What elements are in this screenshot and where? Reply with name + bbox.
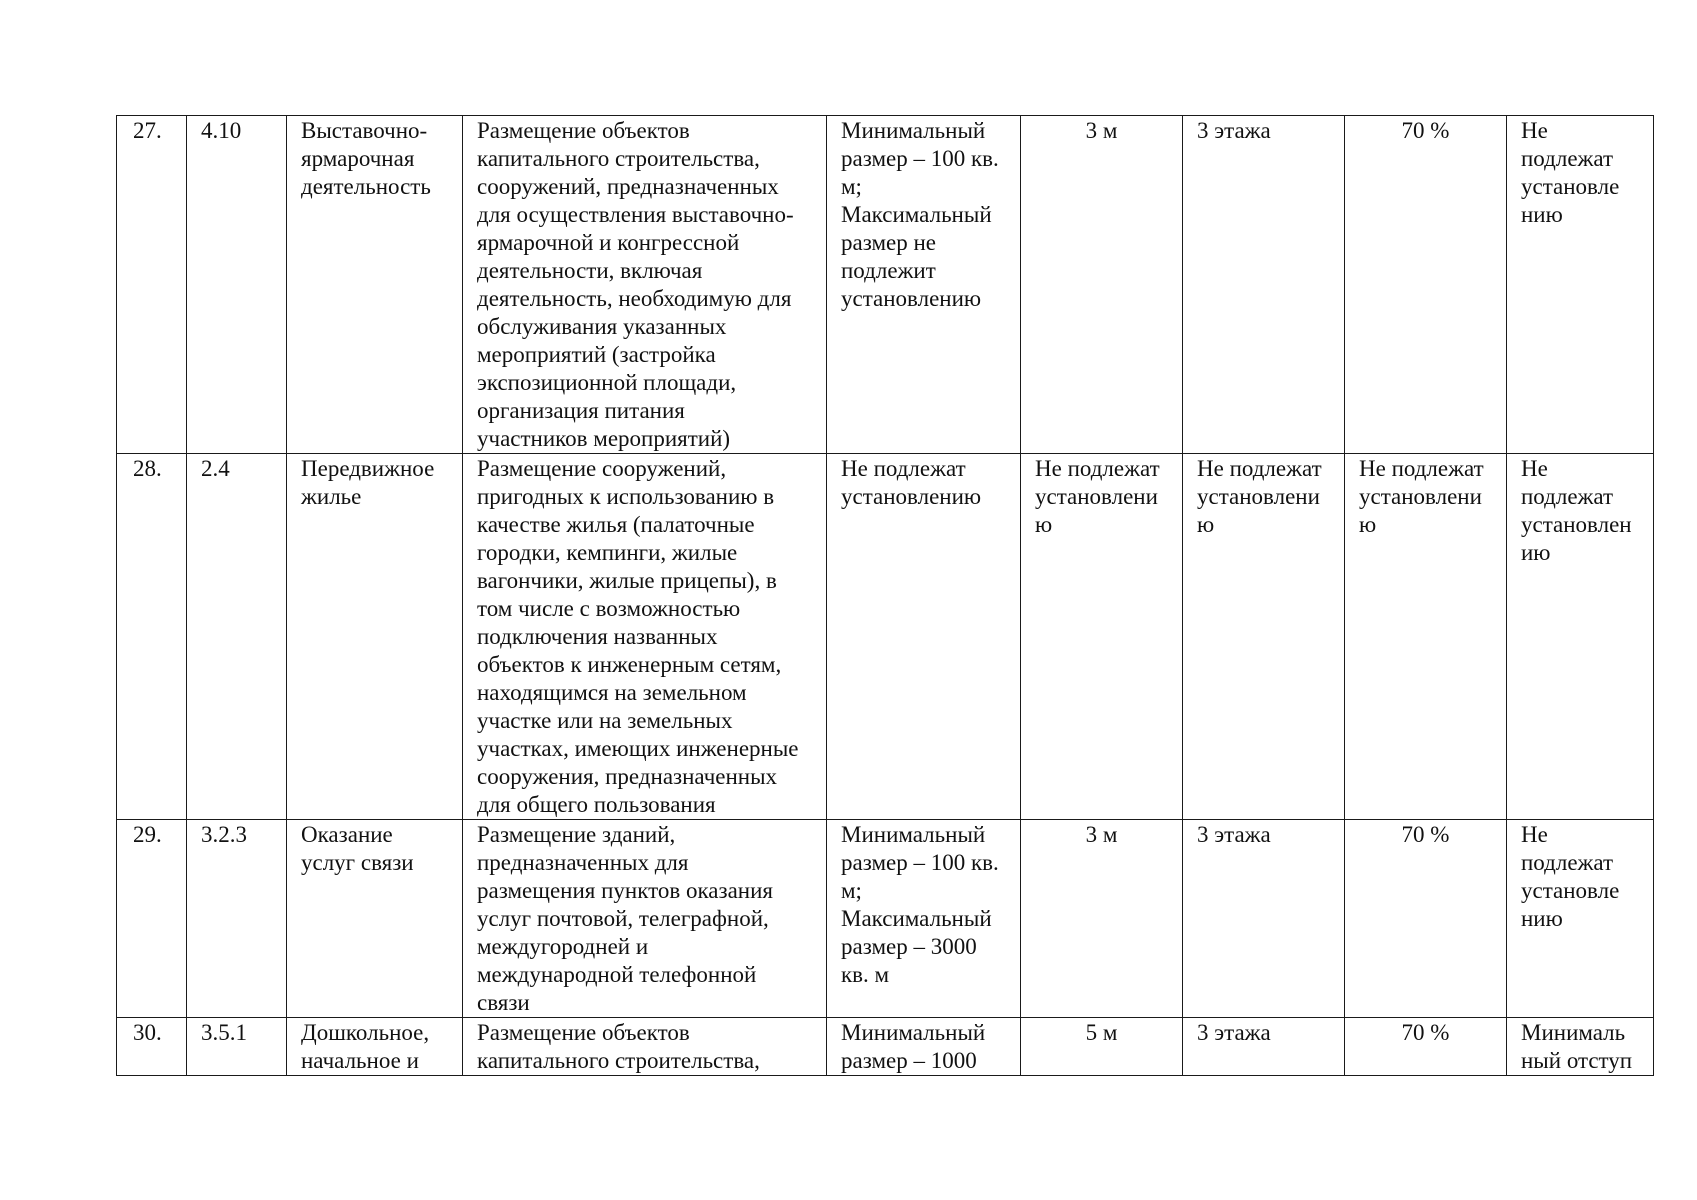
other-params-cell: Не подлежат установле нию — [1507, 820, 1654, 1018]
table-row — [117, 454, 1654, 820]
floors-cell: 3 этажа — [1183, 116, 1345, 454]
plot-size-cell: Минимальный размер – 1000 — [827, 1018, 1021, 1076]
row-number-cell: 27. — [117, 116, 187, 454]
use-name-cell: Дошкольное, начальное и — [287, 1018, 463, 1076]
setback-cell: 5 м — [1021, 1018, 1183, 1076]
use-code-cell: 4.10 — [187, 116, 287, 454]
row-number-cell: 28. — [117, 454, 187, 820]
setback-cell: 3 м — [1021, 820, 1183, 1018]
use-description-cell: Размещение зданий, предназначенных для размещения пунктов оказания услуг почтовой, телеграфной, междугородней и международной телефонной связи — [463, 820, 827, 1018]
coverage-cell: 70 % — [1345, 820, 1507, 1018]
plot-size-cell: Минимальный размер – 100 кв. м; Максимальный размер – 3000 кв. м — [827, 820, 1021, 1018]
other-params-cell: Не подлежат установле нию — [1507, 116, 1654, 454]
setback-cell: Не подлежат установлени ю — [1021, 454, 1183, 820]
table-row — [117, 820, 1654, 1018]
floors-cell: 3 этажа — [1183, 1018, 1345, 1076]
setback-cell: 3 м — [1021, 116, 1183, 454]
use-name-cell: Оказание услуг связи — [287, 820, 463, 1018]
document-page — [116, 115, 1653, 1076]
use-code-cell: 3.5.1 — [187, 1018, 287, 1076]
coverage-cell: 70 % — [1345, 1018, 1507, 1076]
plot-size-cell: Не подлежат установлению — [827, 454, 1021, 820]
coverage-cell: 70 % — [1345, 116, 1507, 454]
use-description-cell: Размещение объектов капитального строительства, — [463, 1018, 827, 1076]
table-row — [117, 116, 1654, 454]
use-name-cell: Выставочно- ярмарочная деятельность — [287, 116, 463, 454]
use-name-cell: Передвижное жилье — [287, 454, 463, 820]
use-code-cell: 3.2.3 — [187, 820, 287, 1018]
use-description-cell: Размещение сооружений, пригодных к использованию в качестве жилья (палаточные городки, кемпинги, жилые вагончики, жилые прицепы), в том числе с возможностью подключения названных объектов к инженерным сетям, находящимся на земельном участке или на земельных участках, имеющих инженерные сооружения, предназначенных для общего пользования — [463, 454, 827, 820]
other-params-cell: Не подлежат установлен ию — [1507, 454, 1654, 820]
table-row — [117, 1018, 1654, 1076]
row-number-cell: 29. — [117, 820, 187, 1018]
land-use-regulations-table — [116, 115, 1654, 1076]
use-description-cell: Размещение объектов капитального строительства, сооружений, предназначенных для осуществления выставочно- ярмарочной и конгрессной деятельности, включая деятельность, необходимую для обслуживания указанных мероприятий (застройка экспозиционной площади, организация питания участников мероприятий) — [463, 116, 827, 454]
coverage-cell: Не подлежат установлени ю — [1345, 454, 1507, 820]
row-number-cell: 30. — [117, 1018, 187, 1076]
other-params-cell: Минималь ный отступ — [1507, 1018, 1654, 1076]
floors-cell: 3 этажа — [1183, 820, 1345, 1018]
plot-size-cell: Минимальный размер – 100 кв. м; Максимальный размер не подлежит установлению — [827, 116, 1021, 454]
floors-cell: Не подлежат установлени ю — [1183, 454, 1345, 820]
use-code-cell: 2.4 — [187, 454, 287, 820]
